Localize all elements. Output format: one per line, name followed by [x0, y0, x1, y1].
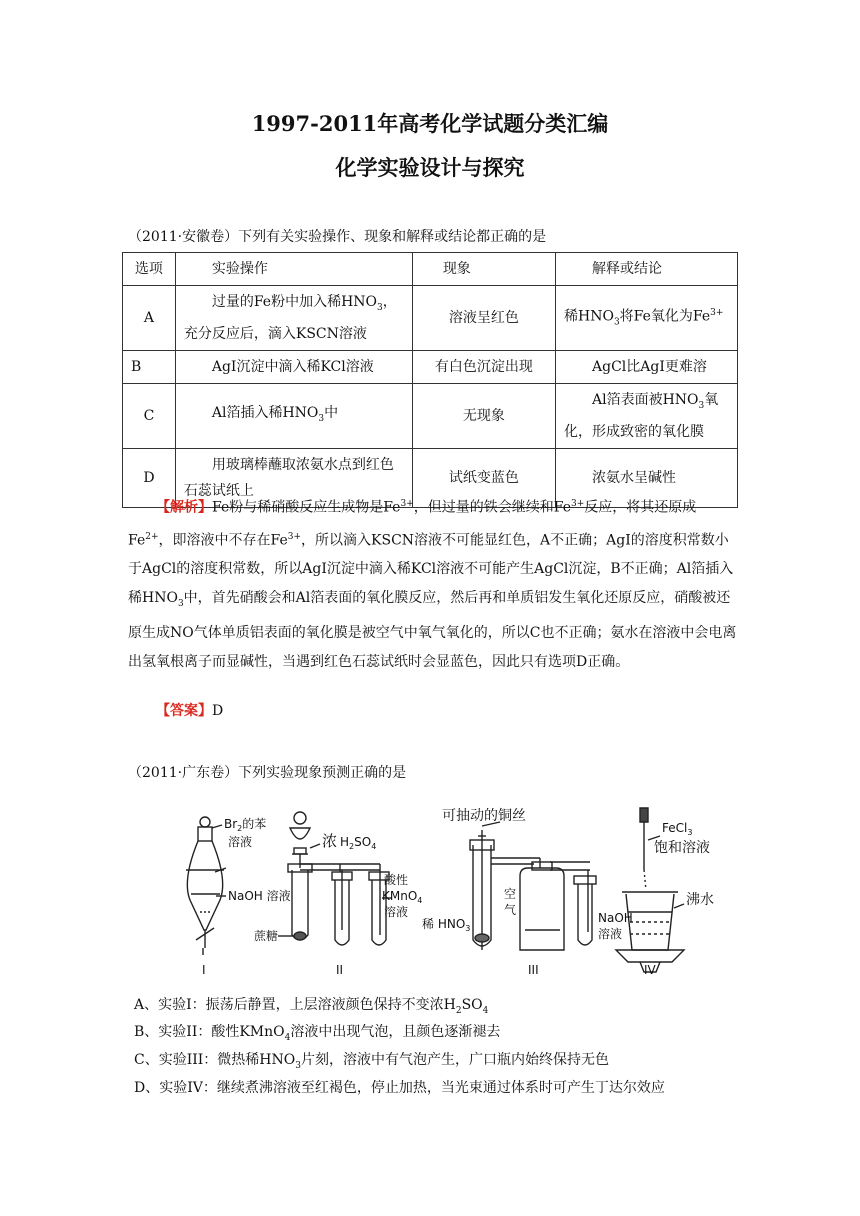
label-roman-2: II	[336, 963, 344, 977]
answer-tag: 【答案】	[156, 703, 212, 719]
row-operation: 过量的Fe粉中加入稀$HNO_3$，充分反应后，滴入KSCN溶液	[175, 286, 412, 351]
analysis-tag: 【解析】	[156, 499, 212, 516]
label-sugar: 蔗糖	[254, 929, 279, 943]
row-conclusion: AgCl比AgI更难溶	[556, 350, 738, 383]
label-roman-3: III	[528, 963, 539, 977]
header-option: 选项	[123, 253, 176, 286]
label-h2so4: $H_2SO_4$	[340, 835, 377, 851]
option-a: A、实验I：振荡后静置，上层溶液颜色保持不变浓$H_2SO_4$	[134, 997, 489, 1016]
label-naoh-2-solution: 溶液	[598, 927, 623, 941]
table-row	[123, 286, 738, 351]
separatory-funnel-icon	[186, 817, 224, 955]
label-acidic: 酸性	[384, 873, 409, 887]
table-row	[123, 350, 738, 383]
row-conclusion: 稀$HNO_3$将Fe氧化为$Fe^{3+}$	[556, 286, 738, 351]
option-b: B、实验II：酸性KMnO$_4$溶液中出现气泡，且颜色逐渐褪去	[134, 1024, 501, 1043]
label-naoh: NaOH 溶液	[228, 889, 291, 903]
options-table	[122, 252, 738, 508]
label-dilute-hno3: 稀 $HNO_3$	[422, 917, 471, 933]
experiment-figure	[160, 800, 760, 980]
label-air-2: 气	[504, 903, 517, 917]
label-kmno4-solution: 溶液	[384, 905, 409, 919]
label-kmno4: KMnO$_4$	[382, 889, 423, 905]
row-phenomenon: 有白色沉淀出现	[412, 350, 555, 383]
row-operation: Al箔插入稀$HNO_3$中	[175, 383, 412, 448]
header-phenomenon: 现象	[412, 253, 555, 286]
copper-wire-apparatus-icon	[470, 830, 596, 950]
row-phenomenon: 溶液呈红色	[412, 286, 555, 351]
label-br2: $Br_2$的苯	[224, 817, 267, 833]
analysis-paragraph: 【解析】Fe粉与稀硝酸反应生成物是$Fe^{3+}$，但过量的铁会继续和$Fe^{3+}$反应，将其还原成$Fe^{2+}$，即溶液中不存在$Fe^{3+}$，所以滴入KSCN溶液不可能显红色，A不正确；AgI的溶度积常数小于AgCl的溶度积常数，所以AgI沉淀中滴入稀KCl溶液不可能产生AgCl沉淀，B不正确；Al箔插入稀$HNO_3$中，首先硝酸会和Al箔表面的氧化膜反应，然后再和单质铝发生氧化还原反应，硝酸被还原生成NO气体单质铝表面的氧化膜是被空气中氧气氧化的，所以C也不正确；氨水在溶液中会电离出氢氧根离子而显碱性，当遇到红色石蕊试纸时会显蓝色，因此只有选项D正确。	[128, 499, 737, 671]
label-copper-wire: 可抽动的铜丝	[442, 808, 526, 824]
label-roman-4: IV	[644, 963, 656, 977]
row-option: A	[123, 286, 176, 351]
label-boiling-water: 沸水	[686, 892, 714, 908]
row-option: C	[123, 383, 176, 448]
option-d: D、实验IV：继续煮沸溶液至红褐色，停止加热，当光束通过体系时可产生丁达尔效应	[134, 1080, 665, 1096]
row-option: B	[123, 350, 176, 383]
row-option: D	[123, 448, 176, 507]
table-row	[123, 383, 738, 448]
question-1-intro: （2011·安徽卷）下列有关实验操作、现象和解释或结论都正确的是	[128, 229, 547, 245]
label-conc: 浓	[322, 832, 338, 850]
label-roman-1: I	[202, 963, 206, 977]
sugar-apparatus-icon	[288, 812, 389, 945]
answer-value: D	[212, 703, 224, 719]
row-operation: AgI沉淀中滴入稀KCl溶液	[175, 350, 412, 383]
label-naoh-2: NaOH	[598, 911, 633, 925]
question-2-intro: （2011·广东卷）下列实验现象预测正确的是	[128, 765, 407, 781]
row-operation: 用玻璃棒蘸取浓氨水点到红色石蕊试纸上	[175, 448, 412, 507]
row-phenomenon: 试纸变蓝色	[412, 448, 555, 507]
header-conclusion: 解释或结论	[556, 253, 738, 286]
label-saturated-solution: 饱和溶液	[654, 840, 710, 856]
row-phenomenon: 无现象	[412, 383, 555, 448]
label-air-1: 空	[504, 887, 517, 901]
header-operation: 实验操作	[175, 253, 412, 286]
page-title: 1997-2011年高考化学试题分类汇编	[251, 111, 609, 136]
row-conclusion: Al箔表面被$HNO_3$氧化，形成致密的氧化膜	[556, 383, 738, 448]
page-subtitle: 化学实验设计与探究	[335, 155, 525, 180]
option-c: C、实验III：微热稀$HNO_3$片刻，溶液中有气泡产生，广口瓶内始终保持无色	[134, 1052, 609, 1071]
row-conclusion: 浓氨水呈碱性	[556, 448, 738, 507]
label-br2-solution: 溶液	[228, 835, 253, 849]
table-header-row	[123, 253, 738, 286]
label-fecl3: FeCl$_3$	[662, 821, 693, 837]
answer-line	[128, 697, 740, 726]
